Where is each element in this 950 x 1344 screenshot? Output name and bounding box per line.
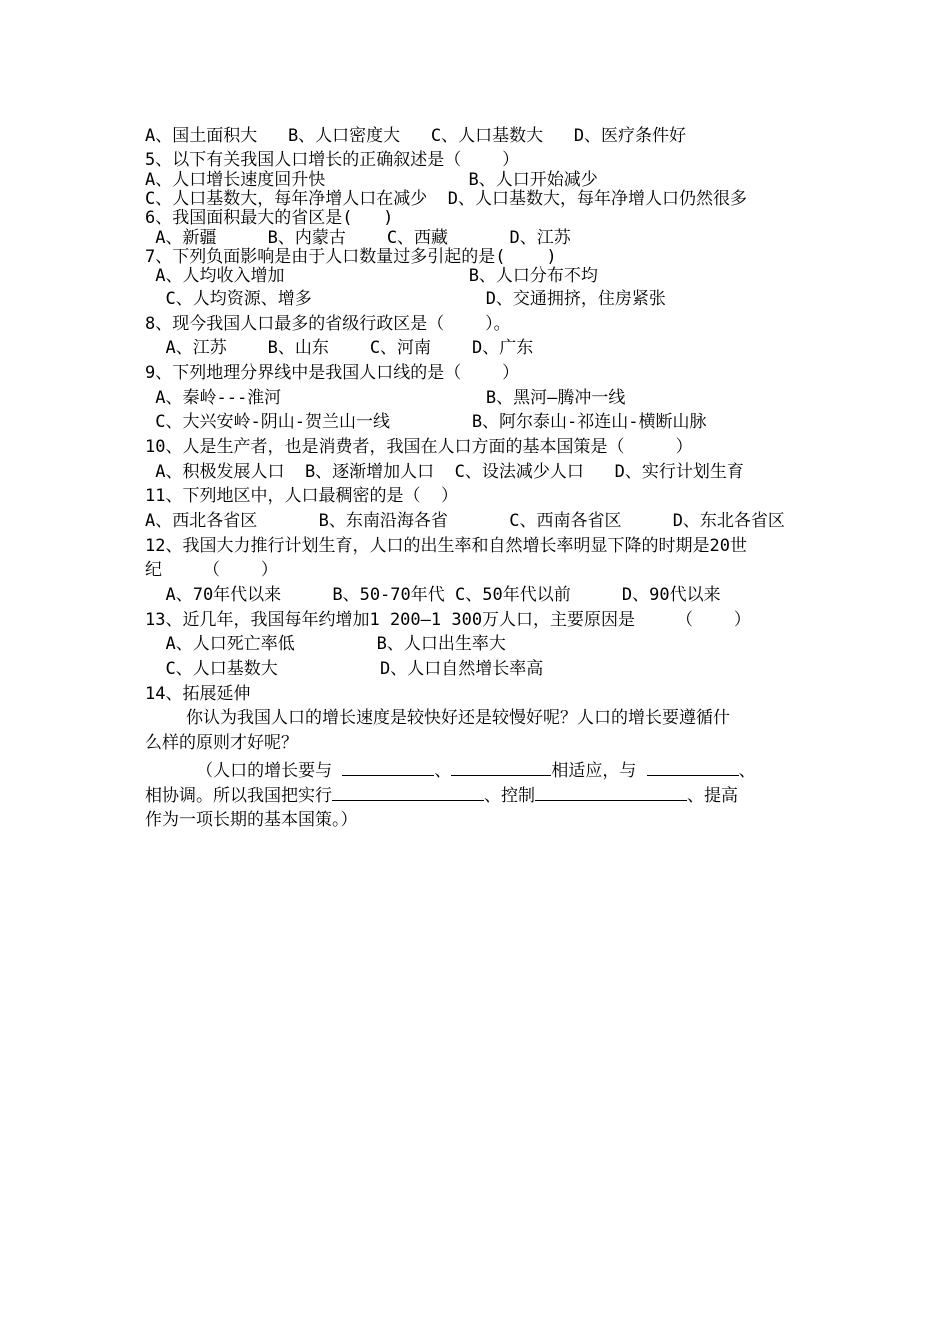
question-5-options-cd: C、人口基数大，每年净增人口在减少 D、人口基数大，每年净增人口仍然很多 [145,189,747,209]
question-10-stem: 10、人是生产者，也是消费者，我国在人口方面的基本国策是（ ） [145,437,693,457]
question-13-options-cd: C、人口基数大 D、人口自然增长率高 [145,659,544,679]
answer-blank-2[interactable] [451,760,551,776]
question-9-stem: 9、下列地理分界线中是我国人口线的是（ ） [145,363,520,383]
answer-blank-5[interactable] [535,785,687,801]
answer-blank-4[interactable] [332,785,484,801]
question-11-options: A、西北各省区 B、东南沿海各省 C、西南各省区 D、东北各省区 [145,511,785,531]
question-11-stem: 11、下列地区中，人口最稠密的是（ ） [145,486,458,506]
question-5-stem: 5、以下有关我国人口增长的正确叙述是（ ） [145,150,520,170]
question-9-options-ab: A、秦岭---淮河 B、黑河—腾冲一线 [145,388,626,408]
fill-in-text: 相适应，与 [551,761,647,781]
question-10-options: A、积极发展人口 B、逐渐增加人口 C、设法减少人口 D、实行计划生育 [145,462,744,482]
question-9-options-cd: C、大兴安岭-阴山-贺兰山一线 B、阿尔泰山-祁连山-横断山脉 [145,412,707,432]
question-5-options-ab: A、人口增长速度回升快 B、人口开始减少 [145,170,598,190]
question-13-options-ab: A、人口死亡率低 B、人口出生率大 [145,634,506,654]
question-12-stem-cont: 纪 （ ） [145,560,278,580]
question-7-options-cd: C、人均资源、增多 D、交通拥挤，住房紧张 [145,289,666,309]
answer-blank-1[interactable] [342,760,434,776]
question-13-stem: 13、近几年，我国每年约增加1 200—1 300万人口，主要原因是 （ ） [145,610,751,630]
fill-in-text: 、控制 [484,786,535,806]
fill-in-line-2 [145,785,738,806]
question-14-title: 14、拓展延伸 [145,684,251,704]
fill-in-text: 、 [738,761,756,781]
fill-in-text: 、 [434,761,452,781]
answer-blank-3[interactable] [647,760,739,776]
fill-in-line-3: 作为一项长期的基本国策。） [145,810,358,830]
question-14-prompt-cont: 么样的原则才好呢？ [145,733,298,753]
question-14-prompt: 你认为我国人口的增长速度是较快好还是较慢好呢？人口的增长要遵循什 [145,708,730,728]
question-6-options: A、新疆 B、内蒙古 C、西藏 D、江苏 [145,228,571,248]
fill-in-text: 相协调。所以我国把实行 [145,786,332,806]
question-8-stem: 8、现今我国人口最多的省级行政区是（ ）。 [145,314,511,334]
fill-in-line-1 [145,760,756,781]
question-7-options-ab: A、人均收入增加 B、人口分布不均 [145,266,598,286]
fill-in-text: 、提高 [687,786,738,806]
question-12-options: A、70年代以来 B、50-70年代 C、50年代以前 D、90代以来 [145,585,721,605]
question-12-stem: 12、我国大力推行计划生育，人口的出生率和自然增长率明显下降的时期是20世 [145,536,747,556]
question-6-stem: 6、我国面积最大的省区是( ) [145,208,394,228]
question-4-options: A、国土面积大 B、人口密度大 C、人口基数大 D、医疗条件好 [145,126,687,146]
fill-in-text: （人口的增长要与 [145,761,343,781]
question-8-options: A、江苏 B、山东 C、河南 D、广东 [145,338,534,358]
question-7-stem: 7、下列负面影响是由于人口数量过多引起的是( ) [145,247,557,267]
